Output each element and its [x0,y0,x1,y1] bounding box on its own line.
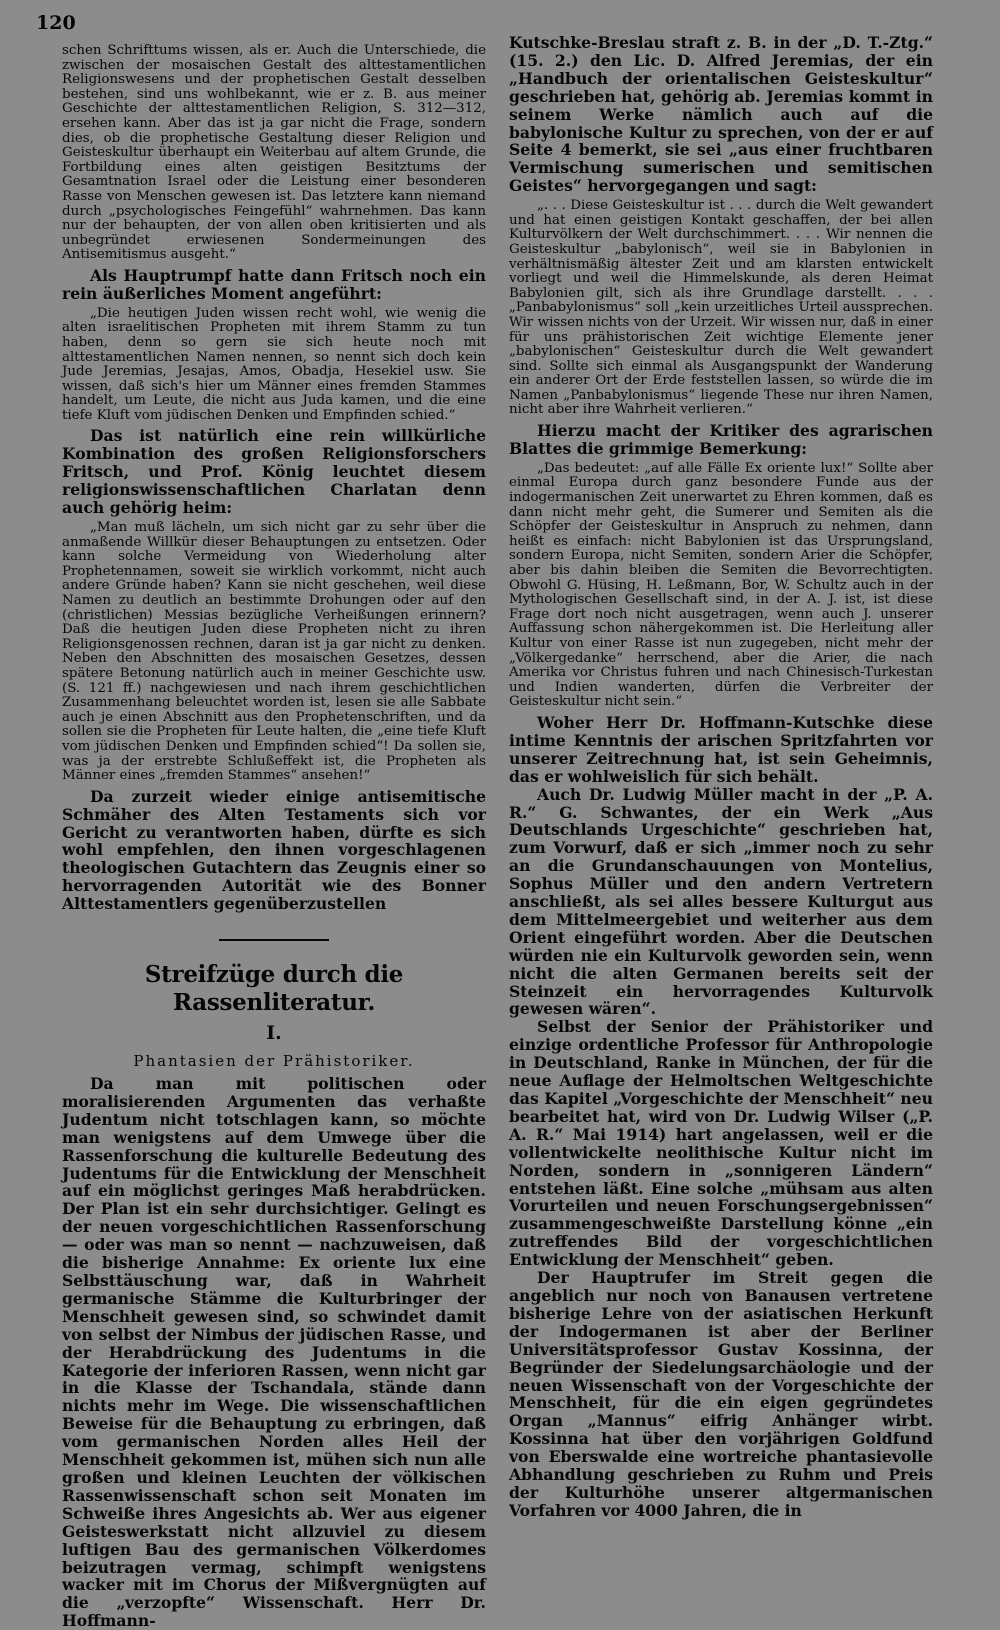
body-paragraph: Da man mit politischen oder moralisierenden Argumenten das verhaßte Judentum nicht totschlagen kann, so möchte man wenigstens auf dem Umwege über die Rassenforschung die kulturelle Bedeutung des Judentums für die Entwicklung der Menschheit auf ein möglichst geringes Maß herabdrücken. Der Plan ist ein sehr durchsichtiger. Gelingt es der neuen vorgeschichtlichen Rassenforschung — oder was man so nennt — nachzuweisen, daß die bisherige Annahme: Ex oriente lux eine Selbsttäuschung war, daß in Wahrheit germanische Stämme die Kulturbringer der Menschheit gewesen sind, so schwindet damit von selbst der Nimbus der jüdischen Rasse, und der Herabdrückung des Judentums in die Kategorie der inferioren Rassen, wenn nicht gar in die Klasse der Tschandala, stände dann nichts mehr im Wege. Die wissenschaftlichen Beweise für die Behauptung zu erbringen, daß vom germanischen Norden alles Heil der Menschheit gekommen ist, mühen sich nun alle großen und kleinen Leuchten der völkischen Rassenwissenschaft schon seit Monaten im Schweiße ihres Angesichts ab. Wer aus eigener Geisteswerkstatt nicht allzuviel zu diesem luftigen Bau des germanischen Völkerdomes beizutragen vermag, schimpft wenigstens wacker mit im Chorus der Mißvergnügten auf die „verzopfte“ Wissenschaft. Herr Dr. Hoffmann- [62,1074,486,1630]
quote-paragraph: schen Schrifttums wissen, als er. Auch die Unterschiede, die zwischen der mosaischen Gestalt des alttestamentlichen Religionswesens und der prophetischen Gestalt desselben bestehen, sind uns wohlbekannt, wie er z. B. aus meiner Geschichte der alttestamentlichen Religion, S. 312—312, ersehen kann. Aber das ist ja gar nicht die Frage, sondern dies, ob die prophetische Gestaltung dieser Religion und Geisteskultur überhaupt ein Weiterbau auf altem Grunde, die Fortbildung eines alten geistigen Besitztums der Gesamtnation Israel oder die Leistung einer besonderen Rasse von Menschen gewesen ist. Das letztere kann niemand durch „psychologisches Feingefühl“ wahrnehmen. Das kann nur der behaupten, der von allen oben kritisierten und als unbegründet erwiesenen Sondermeinungen des Antisemitismus ausgeht.“ [62,43,486,263]
body-paragraph: Das ist natürlich eine rein willkürliche Kombination des großen Religionsforschers Fritsch, und Prof. König leuchtet diesem religionswissenschaftlichen Charlatan denn auch gehörig heim: [62,426,486,518]
body-paragraph: Kutschke-Breslau straft z. B. in der „D. T.-Ztg.“ (15. 2.) den Lic. D. Alfred Jeremias, der ein „Handbuch der orientalischen Geisteskultur“ geschrieben hat, gehörig ab. Jeremias kommt in seinem Werke nämlich auch auf die babylonische Kultur zu sprechen, von der er auf Seite 4 bemerkt, sie sei „aus einer fruchtbaren Vermischung sumerischen und semitischen Geistes“ hervorgegangen und sagt: [509,33,933,196]
section-divider [219,939,329,941]
right-column [509,34,933,1520]
body-paragraph: Selbst der Senior der Prähistoriker und einzige ordentliche Professor für Anthropologie in Deutschland, Ranke in München, der für die neue Auflage der Helmoltschen Weltgeschichte das Kapitel „Vorgeschichte der Menschheit“ neu bearbeitet hat, wird von Dr. Ludwig Wilser („P. A. R.“ Mai 1914) hart angelassen, weil er die vollentwickelte neolithische Kultur nicht im Norden, sondern in „sonnigeren Ländern“ entstehen läßt. Eine solche „mühsam aus alten Vorurteilen und neuen Forschungsergebnissen“ zusammengeschweißte Darstellung könne „ein zutreffendes Bild der vorgeschichtlichen Entwicklung der Menschheit“ geben. [509,1017,933,1270]
body-paragraph: Woher Herr Dr. Hoffmann-Kutschke diese intime Kenntnis der arischen Spritzfahrten vor unserer Zeitrechnung hat, ist sein Geheimnis, das er wohlweislich für sich behält. [509,712,933,786]
body-paragraph: Da zurzeit wieder einige antisemitische Schmäher des Alten Testaments sich vor Gericht zu verantworten haben, dürfte es sich wohl empfehlen, den ihnen vorgeschlagenen theologischen Gutachtern das Zeugnis einer so hervorragenden Autorität wie des Bonner Alttestamentlers gegenüberzustellen [62,786,486,914]
quote-paragraph: „Die heutigen Juden wissen recht wohl, wie wenig die alten israelitischen Propheten mit ihrem Stamm zu tun haben, denn so gern sie sich heute noch mit alttestamentlichen Namen nennen, so nennt sich doch kein Jude Jeremias, Jesajas, Amos, Obadja, Hesekiel usw. Sie wissen, daß sich's hier um Männer eines fremden Stammes handelt, um Leute, die nicht aus Juda kamen, und die eine tiefe Kluft vom jüdischen Denken und Empfinden schied.“ [62,305,486,423]
page-number: 120 [36,12,76,34]
article-subheading: Phantasien der Prähistoriker. [133,1052,415,1071]
body-paragraph: Hierzu macht der Kritiker des agrarischen Blattes die grimmige Bemerkung: [509,421,933,458]
body-paragraph: Als Hauptrumpf hatte dann Fritsch noch ein rein äußerliches Moment angeführt: [62,265,486,303]
quote-paragraph: „Man muß lächeln, um sich nicht gar zu sehr über die anmaßende Willkür dieser Behauptungen zu entsetzen. Oder kann solche Vermeidung von Wiederholung alter Prophetennamen, soweit sie wirklich vorkommt, nicht auch andere Gründe haben? Kann sie nicht geschehen, weil diese Namen zu deutlich an bestimmte Drohungen oder auf den (christlichen) Messias bezügliche Verheißungen erinnern? Daß die heutigen Juden diese Propheten nicht zu ihren Religionsgenossen rechnen, daran ist ja gar nicht zu denken. Neben den Abschnitten des mosaischen Gesetzes, dessen spätere Betonung natürlich auch in meiner Geschichte usw. (S. 121 ff.) nachgewiesen und nach ihrem geschichtlichen Zusammenhang beleuchtet worden ist, lesen sie alle Sabbate auch je einen Abschnitt aus den Prophetenschriften, und da sollen sie die Propheten für Leute halten, die „eine tiefe Kluft vom jüdischen Denken und Empfinden schied“! Da sollen sie, was ja der erstrebte Schlußeffekt ist, die Propheten als Männer eines „fremden Stammes“ ansehen!“ [62,520,486,784]
quote-paragraph: „Das bedeutet: „auf alle Fälle Ex oriente lux!“ Sollte aber einmal Europa durch ganz besondere Funde aus der indogermanischen Zeit unerwartet zu Ehren kommen, daß es dann nicht mehr geht, die Sumerer und Semiten als die Schöpfer der Geisteskultur in Anspruch zu nehmen, dann heißt es einfach: nicht Babylonien ist das Ursprungsland, sondern Europa, nicht Semiten, sondern Arier die Schöpfer, aber bis dahin bleiben die Semiten die Bevorrechtigten. Obwohl G. Hüsing, H. Leßmann, Bor, W. Schultz auch in der Mythologischen Gesellschaft sind, in der A. J. ist, ist diese Frage dort noch nicht ausgetragen, wenn auch J. unserer Auffassung schon nähergekommen ist. Die Herleitung aller Kultur von einer Rasse ist nun zugegeben, nicht mehr der „Völkergedanke“ herrschend, aber die Arier, die nach Amerika vor Christus fuhren und nach Chinesisch-Turkestan und Indien wanderten, dürfen die Verbreiter der Geisteskultur nicht sein.“ [509,460,933,710]
article-part-number: I. [266,1022,282,1045]
body-paragraph: Der Hauptrufer im Streit gegen die angeblich nur noch von Banausen vertretene bisherige Lehre von der asiatischen Herkunft der Indogermanen ist aber der Berliner Universitätsprofessor Gustav Kossinna, der Begründer der Siedelungsarchäologie und der neuen Wissenschaft von der Vorgeschichte der Menschheit, für die ein eigen gegründetes Organ „Mannus“ eifrig Anhänger wirbt. Kossinna hat über den vorjährigen Goldfund von Eberswalde eine wortreiche phantasievolle Abhandlung geschrieben zu Ruhm und Preis der Kulturhöhe unserer altgermanischen Vorfahren vor 4000 Jahren, die in [509,1268,933,1520]
quote-paragraph: „. . . Diese Geisteskultur ist . . . durch die Welt gewandert und hat einen geistigen Kontakt geschaffen, der bei allen Kulturvölkern der Welt durchschimmert. . . . Wir nennen die Geisteskultur „babylonisch“, weil sie in Babylonien in verhältnismäßig ältester Zeit und am klarsten entwickelt vorliegt und weil die Himmelskunde, als deren Heimat Babylonien gilt, sich als ihre Grundlage darstellt. . . . „Panbabylonismus“ soll „kein urzeitliches Urteil aussprechen. Wir wissen nichts von der Urzeit. Wir wissen nur, daß in einer für uns prähistorischen Zeit wichtige Elemente jener „babylonischen“ Geisteskultur durch die Welt gewandert sind. Sollte sich einmal als Ausgangspunkt der Wanderung ein anderer Ort der Erde feststellen lassen, so würde die im Namen „Panbabylonismus“ liegende These nur ihren Namen, nicht aber ihre Wahrheit verlieren.“ [509,198,933,418]
body-paragraph: Auch Dr. Ludwig Müller macht in der „P. A. R.“ G. Schwantes, der ein Werk „Aus Deutschlands Urgeschichte“ geschrieben hat, zum Vorwurf, daß er sich „immer noch zu sehr an die Grundanschauungen von Montelius, Sophus Müller und den andern Vertretern anschließt, als sei alles bessere Kulturgut aus dem Mittelmeergebiet und weiterher aus dem Orient eingeführt worden. Aber die Deutschen würden nie ein Kulturvolk geworden sein, wenn nicht die alten Germanen bereits seit der Steinzeit ein hervorragendes Kulturvolk gewesen wären“. [509,784,933,1019]
article-heading: Streifzüge durch die Rassenliteratur. [144,961,404,1017]
left-column [62,44,486,1630]
